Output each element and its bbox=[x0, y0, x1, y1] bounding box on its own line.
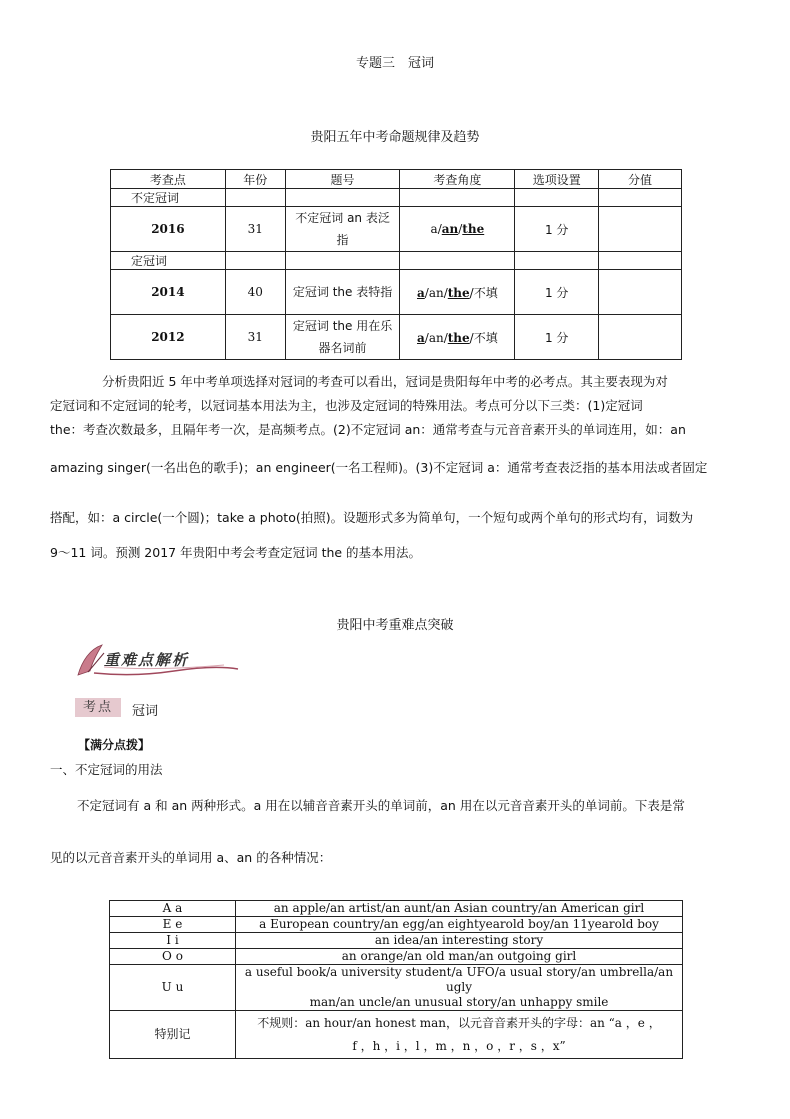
letter-cell: U u bbox=[110, 965, 236, 1011]
example-cell: an idea/an interesting story bbox=[236, 933, 683, 949]
topic-cell: 定冠词 the 用在乐器名词前 bbox=[285, 315, 400, 360]
table-row bbox=[111, 270, 682, 315]
table-row bbox=[111, 315, 682, 360]
category-row bbox=[111, 189, 682, 207]
number-cell: 40 bbox=[225, 270, 285, 315]
analysis-line: 分析贵阳近 5 年中考单项选择对冠词的考查可以看出，冠词是贵阳每年中考的必考点。其主要表现为对 bbox=[102, 374, 668, 389]
intro-line: 不定冠词有 a 和 an 两种形式。a 用在以辅音音素开头的单词前，an 用在以元音音素开头的单词前。下表是常 bbox=[77, 798, 685, 813]
page-title: 专题三 冠词 bbox=[355, 56, 434, 71]
angle-cell: a/an/the/不填 bbox=[400, 270, 515, 315]
banner-text: 重难点解析 bbox=[104, 651, 190, 669]
angle-cell: a/an/the/不填 bbox=[400, 315, 515, 360]
column-header: 分值 bbox=[599, 170, 682, 189]
score-cell: 1 分 bbox=[515, 315, 599, 360]
analysis-line: 定冠词和不定冠词的轮考，以冠词基本用法为主，也涉及定冠词的特殊用法。考点可分以下三类：(1)定冠词 bbox=[50, 398, 643, 413]
analysis-line: the：考查次数最多，且隔年考一次，是高频考点。(2)不定冠词 an：通常考查与元音音素开头的单词连用，如：an bbox=[50, 422, 686, 437]
breakthrough-title: 贵阳中考重难点突破 bbox=[336, 618, 454, 633]
score-cell: 1 分 bbox=[515, 270, 599, 315]
stats-table bbox=[110, 169, 682, 360]
topic-cell: 定冠词 the 表特指 bbox=[285, 270, 400, 315]
category-label: 不定冠词 bbox=[111, 189, 226, 207]
table-row bbox=[110, 917, 683, 933]
example-cell: an apple/an artist/an aunt/an Asian country/an American girl bbox=[236, 901, 683, 917]
table-row bbox=[110, 901, 683, 917]
example-cell: a European country/an egg/an eightyearold boy/an 11yearold boy bbox=[236, 917, 683, 933]
table-row bbox=[110, 949, 683, 965]
letter-cell: O o bbox=[110, 949, 236, 965]
category-label: 定冠词 bbox=[111, 252, 226, 270]
hint-heading: 【满分点拨】 bbox=[78, 738, 151, 752]
table-header-row bbox=[111, 170, 682, 189]
column-header: 选项设置 bbox=[515, 170, 599, 189]
analysis-line: 9～11 词。预测 2017 年贵阳中考会考查定冠词 the 的基本用法。 bbox=[50, 545, 422, 560]
kaodian-label: 冠词 bbox=[132, 704, 159, 719]
value-cell bbox=[599, 207, 682, 252]
vowel-table bbox=[109, 900, 683, 1059]
table-row bbox=[110, 933, 683, 949]
table-row bbox=[110, 965, 683, 1011]
analysis-line: amazing singer(一名出色的歌手)；an engineer(一名工程师)。(3)不定冠词 a：通常考查表泛指的基本用法或者固定 bbox=[50, 460, 708, 475]
intro-line: 见的以元音音素开头的单词用 a、an 的各种情况： bbox=[50, 850, 332, 865]
column-header: 年份 bbox=[225, 170, 285, 189]
letter-cell: I i bbox=[110, 933, 236, 949]
year-cell: 2012 bbox=[111, 315, 226, 360]
table-row bbox=[111, 207, 682, 252]
score-cell: 1 分 bbox=[515, 207, 599, 252]
example-cell: 不规则：an hour/an honest man，以元音音素开头的字母：an “a ，e ， f ，h ，i ，l ，m ，n ，o ，r ，s ，x” bbox=[236, 1011, 683, 1059]
angle-cell: a/an/the bbox=[400, 207, 515, 252]
example-cell: a useful book/a university student/a UFO/a usual story/an umbrella/an ugly man/an uncle/an unusual story/an unhappy smile bbox=[236, 965, 683, 1011]
letter-cell: A a bbox=[110, 901, 236, 917]
column-header: 考查点 bbox=[111, 170, 226, 189]
letter-cell: 特别记 bbox=[110, 1011, 236, 1059]
analysis-line: 搭配，如：a circle(一个圆)；take a photo(拍照)。设题形式多为简单句，一个短句或两个单句的形式均有，词数为 bbox=[50, 510, 694, 525]
topic-cell: 不定冠词 an 表泛指 bbox=[285, 207, 400, 252]
number-cell: 31 bbox=[225, 315, 285, 360]
value-cell bbox=[599, 315, 682, 360]
analysis-paragraph bbox=[50, 370, 743, 442]
kaodian-tag: 考点 bbox=[75, 698, 121, 717]
column-header: 题号 bbox=[285, 170, 400, 189]
section-subtitle: 贵阳五年中考命题规律及趋势 bbox=[310, 130, 480, 145]
letter-cell: E e bbox=[110, 917, 236, 933]
category-row bbox=[111, 252, 682, 270]
example-cell: an orange/an old man/an outgoing girl bbox=[236, 949, 683, 965]
value-cell bbox=[599, 270, 682, 315]
key-points-banner bbox=[74, 641, 240, 679]
table-row bbox=[110, 1011, 683, 1059]
pen-icon bbox=[78, 645, 104, 675]
number-cell: 31 bbox=[225, 207, 285, 252]
year-cell: 2014 bbox=[111, 270, 226, 315]
section-heading: 一、不定冠词的用法 bbox=[50, 762, 163, 777]
column-header: 考查角度 bbox=[400, 170, 515, 189]
year-cell: 2016 bbox=[111, 207, 226, 252]
